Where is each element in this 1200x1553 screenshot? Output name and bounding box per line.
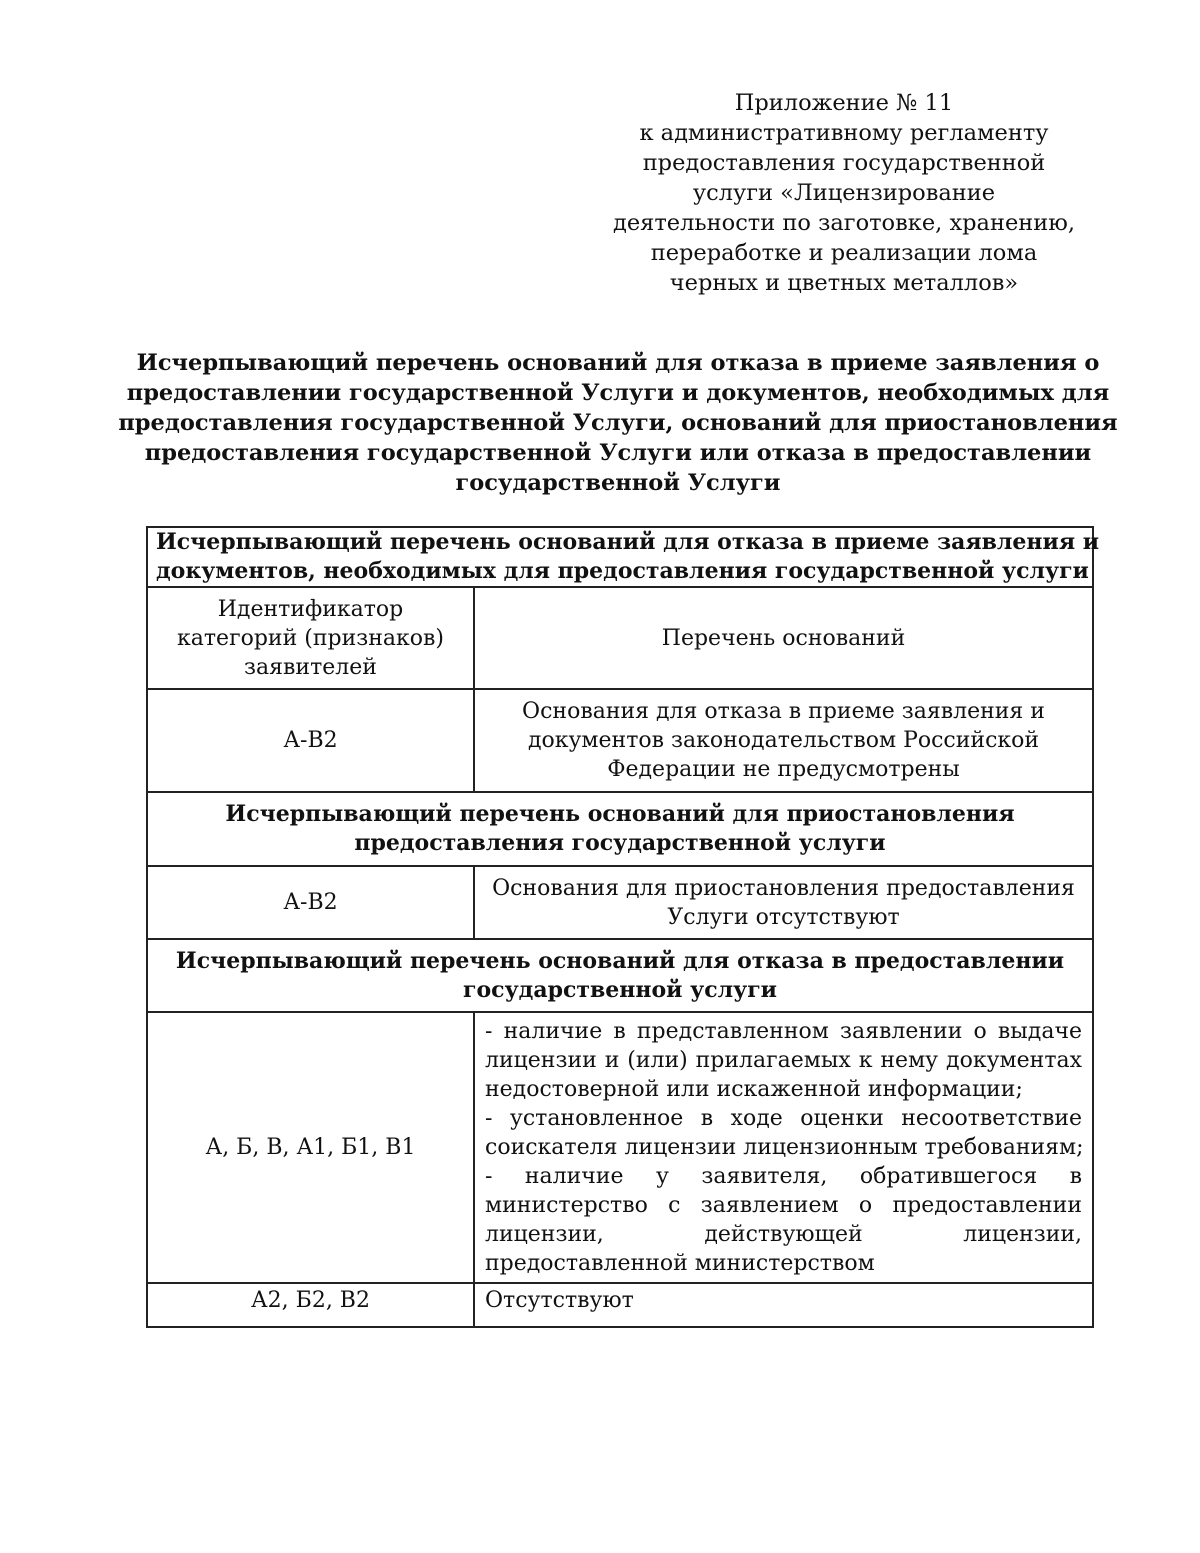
table-row	[147, 689, 1093, 792]
table-header-row	[147, 587, 1093, 689]
grounds-text: Основания для приостановления предоставления Услуги отсутствуют	[474, 866, 1093, 939]
grounds-text: Основания для отказа в приеме заявления и документов законодательством Российской Федерации не предусмотрены	[474, 689, 1093, 792]
table-row	[147, 1283, 1093, 1327]
appendix-line: черных и цветных металлов»	[669, 270, 1019, 296]
applicant-category-id: А2, Б2, В2	[147, 1283, 474, 1327]
table-row	[147, 1012, 1093, 1283]
document-title	[118, 348, 1118, 498]
title-line: Исчерпывающий перечень оснований для отказа в приеме заявления о	[136, 350, 1100, 376]
title-line: государственной Услуги	[455, 470, 781, 496]
section-heading: Исчерпывающий перечень оснований для отказа в предоставлении государственной услуги	[147, 939, 1093, 1012]
appendix-line: услуги «Лицензирование	[692, 180, 996, 206]
grounds-text: Отсутствуют	[474, 1283, 1093, 1327]
appendix-line: деятельности по заготовке, хранению,	[612, 210, 1076, 236]
title-line: предоставления государственной Услуги, оснований для приостановления	[118, 410, 1118, 436]
section-heading: Исчерпывающий перечень оснований для приостановления предоставления государственной услуги	[147, 792, 1093, 866]
appendix-line: предоставления государственной	[642, 150, 1046, 176]
title-line: предоставления государственной Услуги или отказа в предоставлении	[144, 440, 1092, 466]
title-line: предоставлении государственной Услуги и документов, необходимых для	[126, 380, 1110, 406]
section-heading: Исчерпывающий перечень оснований для отказа в приеме заявления и документов, необходимых для предоставления государственной услуги	[147, 527, 1093, 587]
appendix-line: переработке и реализации лома	[650, 240, 1038, 266]
appendix-line: Приложение № 11	[734, 90, 954, 116]
appendix-header	[600, 88, 1088, 298]
applicant-category-id: А-В2	[147, 689, 474, 792]
applicant-category-id: А-В2	[147, 866, 474, 939]
column-header-identifier: Идентификатор категорий (признаков) заявителей	[147, 587, 474, 689]
appendix-line: к административному регламенту	[639, 120, 1049, 146]
section-row-refusal-acceptance	[147, 527, 1093, 587]
applicant-category-id: А, Б, В, А1, Б1, В1	[147, 1012, 474, 1283]
table-row	[147, 866, 1093, 939]
grounds-table	[146, 526, 1100, 1328]
grounds-text: - наличие в представленном заявлении о выдаче лицензии и (или) прилагаемых к нему документах недостоверной или искаженной информации; - установленное в ходе оценки несоответствие соискателя лицензии лицензионным требованиям; - наличие у заявителя, обратившегося в министерство с заявлением о предоставлении лицензии, действующей лицензии, предоставленной министерством	[474, 1012, 1093, 1283]
section-row-suspension	[147, 792, 1093, 866]
column-header-grounds: Перечень оснований	[474, 587, 1093, 689]
section-row-refusal-provision	[147, 939, 1093, 1012]
